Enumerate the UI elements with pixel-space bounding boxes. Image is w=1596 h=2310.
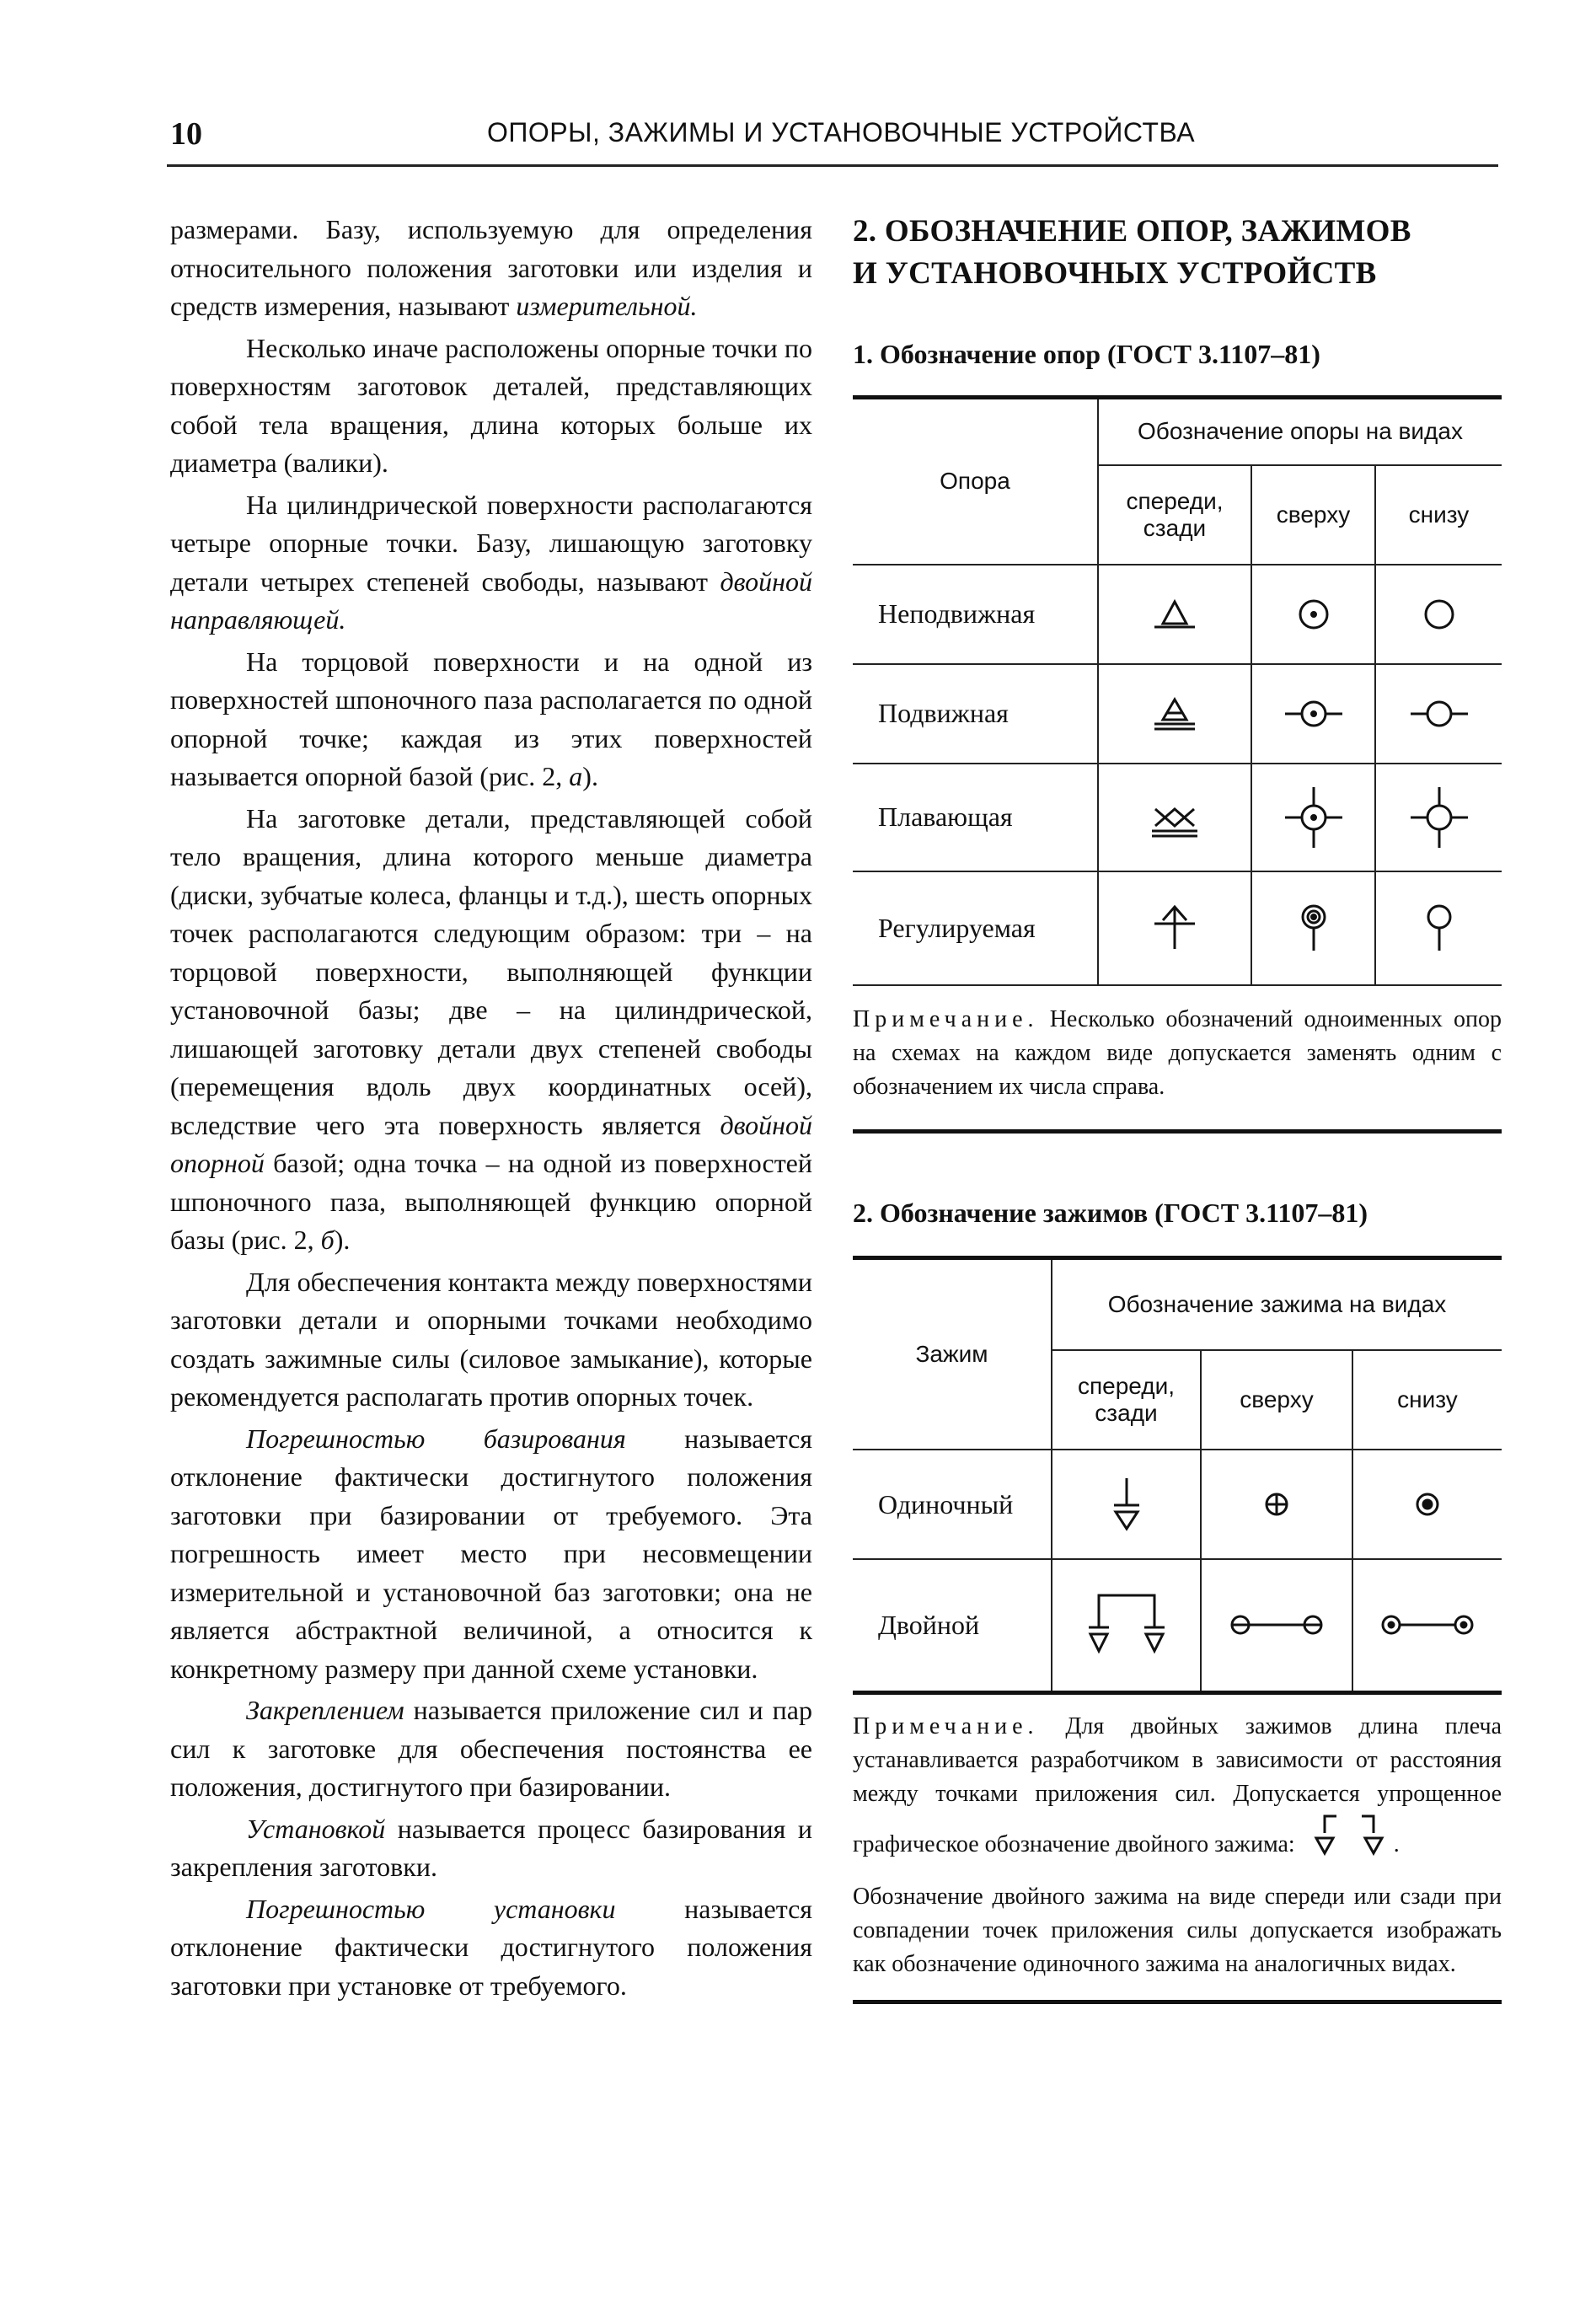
table2-caption: 2. Обозначение зажимов (ГОСТ 3.1107–81) bbox=[853, 1197, 1368, 1228]
single-clamp-front-icon bbox=[1106, 1475, 1148, 1534]
fixed-support-front-icon bbox=[1149, 593, 1200, 635]
supports-table bbox=[853, 395, 1502, 986]
floating-support-front-icon bbox=[1145, 794, 1204, 841]
double-clamp-front-icon bbox=[1080, 1587, 1173, 1663]
clamps-col-top: сверху bbox=[1201, 1350, 1352, 1450]
movable-support-top-icon bbox=[1280, 693, 1347, 735]
paragraph-10: Погрешностью установки называется отклонение фактически достигнутого положения заготовки при установке от требуемого. bbox=[170, 1893, 813, 2001]
paragraph-5: На заготовке детали, представляющей собой тело вращения, длина которого меньше диаметра (диски, зубчатые колеса, фланцы и т.д.), шесть опорных точек располагаются следующим образом: три – на торцовой поверхности, выполняющей функции установочной базы; две – на цилиндрической, лишающей заготовку детали двух степеней свободы (перемещения вдоль двух координатных осей), вследствие чего эта поверхность является двойной опорной базой; одна точка – на одной из поверхностей шпоночного паза, выполняющей функцию опорной базы (рис. 2, б). bbox=[170, 802, 812, 1255]
table-row bbox=[853, 1450, 1502, 1559]
row-label: Регулируемая bbox=[853, 871, 1098, 985]
page-number: 10 bbox=[170, 116, 202, 152]
paragraph-9: Установкой называется процесс базирования и закрепления заготовки. bbox=[170, 1813, 812, 1882]
clamps-table bbox=[853, 1256, 1502, 1695]
left-column bbox=[170, 211, 812, 2005]
paragraph-1: размерами. Базу, используемую для определения относительного положения заготовки или изделия и средств измерения, называют измерительной. bbox=[170, 214, 812, 321]
fixed-support-bottom-icon bbox=[1414, 593, 1465, 635]
supports-col-group: Обозначение опоры на видах bbox=[1098, 398, 1502, 465]
divider bbox=[853, 1129, 1502, 1134]
paragraph-8: Закреплением называется приложение сил и пар сил к заготовке для обеспечения постоянства ее положения, достигнутого при базировании. bbox=[170, 1695, 812, 1802]
section-title: 2. ОБОЗНАЧЕНИЕ ОПОР, ЗАЖИМОВ И УСТАНОВОЧНЫХ УСТРОЙСТВ bbox=[853, 214, 1411, 291]
single-clamp-bottom-icon bbox=[1406, 1483, 1449, 1525]
double-clamp-top-icon bbox=[1222, 1608, 1331, 1642]
paragraph-4: На торцовой поверхности и на одной из поверхностей шпоночного паза располагается по одной опорной точке; каждая из этих поверхностей называется опорной базой (рис. 2, а). bbox=[170, 646, 812, 791]
floating-support-top-icon bbox=[1280, 784, 1347, 851]
paragraph-7: Погрешностью базирования называется отклонение фактически достигнутого положения заготовки при базировании от требуемого. Эта погрешность имеет место при несовмещении измерительной и установочной баз заготовки; она не является абстрактной величиной, а относится к конкретному размеру при данной схеме установки. bbox=[170, 1423, 812, 1684]
clamps-col-name: Зажим bbox=[853, 1257, 1052, 1450]
row-label: Двойной bbox=[853, 1559, 1052, 1692]
table2-note-2: Обозначение двойного зажима на виде спереди или сзади при совпадении точек приложения силы допускается изображать как обозначение одиночного зажима на аналогичных видах. bbox=[853, 1883, 1502, 1977]
page-header bbox=[167, 114, 1498, 167]
paragraph-2: Несколько иначе расположены опорные точки по поверхностям заготовок деталей, представляющих собой тела вращения, длина которых больше их диаметра (валики). bbox=[170, 332, 812, 478]
supports-col-front: спереди, сзади bbox=[1098, 465, 1251, 565]
table1-note: Примечание. Несколько обозначений одноименных опор на схемах на каждом виде допускается заменять одним с обозначением их числа справа. bbox=[853, 1005, 1502, 1100]
simplified-double-clamp-icon bbox=[1301, 1811, 1394, 1858]
adjustable-support-top-icon bbox=[1288, 898, 1339, 957]
running-title: ОПОРЫ, ЗАЖИМЫ И УСТАНОВОЧНЫЕ УСТРОЙСТВА bbox=[487, 117, 1196, 147]
adjustable-support-front-icon bbox=[1149, 898, 1200, 957]
table-row bbox=[853, 871, 1502, 985]
fixed-support-top-icon bbox=[1288, 593, 1339, 635]
row-label: Неподвижная bbox=[853, 565, 1098, 664]
clamps-col-bottom: снизу bbox=[1352, 1350, 1502, 1450]
clamps-col-front: спереди, сзади bbox=[1052, 1350, 1201, 1450]
divider bbox=[853, 2000, 1502, 2004]
supports-col-bottom: снизу bbox=[1375, 465, 1502, 565]
movable-support-front-icon bbox=[1149, 693, 1200, 735]
supports-col-top: сверху bbox=[1251, 465, 1375, 565]
table1-caption: 1. Обозначение опор (ГОСТ 3.1107–81) bbox=[853, 339, 1320, 369]
right-column bbox=[853, 211, 1502, 2004]
row-label: Одиночный bbox=[853, 1450, 1052, 1559]
supports-col-name: Опора bbox=[853, 398, 1098, 565]
paragraph-3: На цилиндрической поверхности располагаются четыре опорные точки. Базу, лишающую заготовку детали четырех степеней свободы, называют двойной направляющей. bbox=[170, 489, 812, 635]
movable-support-bottom-icon bbox=[1406, 693, 1473, 735]
table-row bbox=[853, 1559, 1502, 1692]
table-row bbox=[853, 764, 1502, 871]
row-label: Подвижная bbox=[853, 664, 1098, 764]
table2-note: Примечание. Для двойных зажимов длина плеча устанавливается разработчиком в зависимости от расстояния между точками приложения сил. Допускается упрощенное графическое обозначение двойного зажима: . bbox=[853, 1712, 1502, 1857]
single-clamp-top-icon bbox=[1256, 1483, 1298, 1525]
paragraph-6: Для обеспечения контакта между поверхностями заготовки детали и опорными точками необходимо создать зажимные силы (силовое замыкание), которые рекомендуется располагать против опорных точек. bbox=[170, 1266, 812, 1412]
clamps-col-group: Обозначение зажима на видах bbox=[1052, 1257, 1502, 1350]
adjustable-support-bottom-icon bbox=[1414, 898, 1465, 957]
floating-support-bottom-icon bbox=[1406, 784, 1473, 851]
table-row bbox=[853, 565, 1502, 664]
row-label: Плавающая bbox=[853, 764, 1098, 871]
table-row bbox=[853, 664, 1502, 764]
double-clamp-bottom-icon bbox=[1373, 1608, 1482, 1642]
